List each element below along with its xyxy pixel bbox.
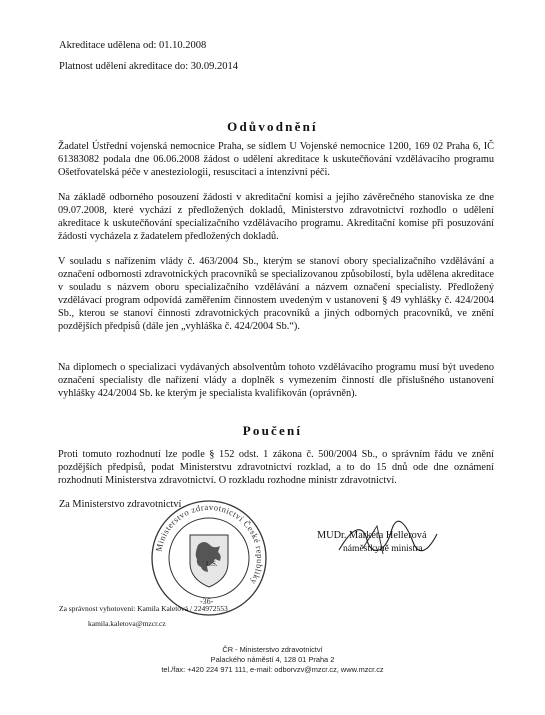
justification-heading: Odůvodnění [227, 119, 318, 134]
instruction-paragraph: Proti tomuto rozhodnutí lze podle § 152 odst. 1 zákona č. 500/2004 Sb., o správním řádu ve znění pozdějších předpisů, podat Ministerstvu zdravotnictví rozklad, a to do 15 dnů ode dne oznámení rozhodnutí Ministerstva zdravotnictví. O rozkladu rozhodne ministr zdravotnictví. [58, 449, 494, 486]
official-stamp [148, 497, 270, 619]
footer-address: Palackého náměstí 4, 128 01 Praha 2 [210, 655, 335, 664]
footer-ministry: ČR - Ministerstvo zdravotnictví [222, 645, 323, 654]
accreditation-granted-date: Akreditace udělena od: 01.10.2008 [59, 40, 207, 51]
justification-paragraph-3: V souladu s nařízením vlády č. 463/2004 Sb., kterým se stanoví obory specializačního vzdělávání a označení odbornosti zdravotnických pracovníků se specializovanou způsobilostí, byla udělena akreditace v souladu s názvem oboru specializačního vzdělávání a názvem označení specialisty. Předložený vzdělávací program odpovídá zaměřením činnostem uvedeným v ustanovení § 49 vyhlášky č. 424/2004 Sb., kterou se stanoví činnosti zdravotnických pracovníků a jiných odborných pracovníků, ve znění pozdějších předpisů (dále jen „vyhláška č. 424/2004 Sb.“). [58, 256, 494, 332]
justification-paragraph-2: Na základě odborného posouzení žádosti v akreditační komisi a jejího závěrečného stanoviska ze dne 09.07.2008, které vychází z předložených dokladů, Ministerstvo zdravotnictví rozhodlo o udělení akreditace k uskutečňování specializačního vzdělávacího programu. Akreditační komise při posuzování žádosti vycházela z žadatelem předložených dokladů. [58, 192, 494, 242]
justification-paragraph-4: Na diplomech o specializaci vydávaných absolventům tohoto vzdělávacího programu musí být uvedeno označení specialisty dle nařízení vlády a doplněk s vymezením činností dle příslušného ustanovení vyhlášky 424/2004 Sb. ke kterým je specialista kvalifikován (oprávněn). [58, 362, 494, 399]
for-ministry-label: Za Ministerstvo zdravotnictví [59, 499, 182, 510]
stamp-ls: L.S. [206, 560, 218, 568]
stamp-seal-icon [148, 497, 270, 619]
stamp-number: -36- [200, 597, 214, 606]
instruction-heading: Poučení [242, 423, 303, 438]
signatory-title: náměstkyně ministra [343, 543, 423, 554]
signatory-name: MUDr. Markéta Hellerová [317, 530, 427, 541]
correctness-line: Za správnost vyhotovení: Kamila Kaletová / 224972553 [59, 604, 228, 613]
justification-paragraph-1: Žadatel Ústřední vojenská nemocnice Praha, se sídlem U Vojenské nemocnice 1200, 169 02 Praha 6, IČ 61383082 podala dne 06.06.2008 žádost o udělení akreditace k uskutečňování vzdělávacího programu Ošetřovatelská péče v anesteziologii, resuscitaci a intenzivní péči. [58, 141, 494, 178]
stamp-arc-text: Ministerstvo zdravotnictví České republiky [153, 501, 266, 587]
correctness-email: kamila.kaletova@mzcr.cz [88, 619, 166, 628]
accreditation-valid-until: Platnost udělení akreditace do: 30.09.2014 [59, 61, 239, 72]
footer-contact: tel./fax: +420 224 971 111, e-mail: odborvzv@mzcr.cz, www.mzcr.cz [161, 665, 384, 674]
